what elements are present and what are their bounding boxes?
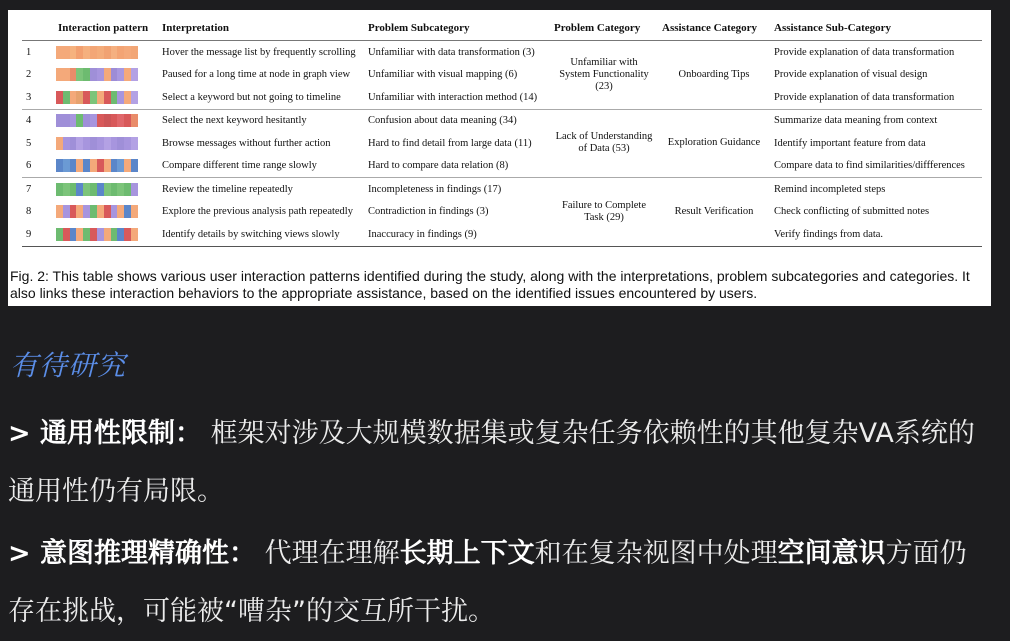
pattern-segment [63,137,70,150]
pattern-segment [124,68,131,81]
pattern-segment [70,68,77,81]
pattern-segment [104,68,111,81]
interpretation-cell: Identify details by switching views slowly [158,223,364,246]
table-row [22,109,982,132]
pattern-segment [111,137,118,150]
row-number: 3 [22,86,52,109]
pattern-color-strip [56,68,138,81]
pattern-segment [56,68,63,81]
bullet-text-part: 代理在理解 [264,538,400,569]
pattern-segment [90,159,97,172]
pattern-segment [104,159,111,172]
pattern-segment [104,205,111,218]
pattern-segment [70,114,77,127]
pattern-color-strip [56,159,138,172]
pattern-segment [76,68,83,81]
interaction-pattern-bar [52,109,158,132]
pattern-segment [104,183,111,196]
pattern-segment [97,91,104,104]
pattern-segment [117,114,124,127]
table-row [22,86,982,109]
bullet-text: 框架对涉及大规模数据集或复杂任务依赖性的其他复杂VA系统的通用性仍有局限。 [8,418,975,507]
pattern-segment [76,205,83,218]
pattern-segment [124,183,131,196]
pattern-segment [117,137,124,150]
interpretation-cell: Hover the message list by frequently scrolling [162,46,356,58]
pattern-color-strip [56,91,138,104]
interpretation-cell: Select the next keyword hesitantly [162,115,307,127]
pattern-segment [117,228,124,241]
pattern-segment [97,68,104,81]
problem-subcategory-cell: Confusion about data meaning (34) [368,115,517,127]
pattern-segment [117,205,124,218]
problem-subcategory-cell: Hard to find detail from large data (11) [368,137,532,149]
pattern-segment [117,159,124,172]
interpretation-cell: Browse messages without further action [162,137,331,149]
pattern-segment [124,159,131,172]
pattern-segment [83,137,90,150]
pattern-color-strip [56,114,138,127]
problem-subcategory-cell: Inaccuracy in findings (9) [364,223,550,246]
bullet-text-part: 方面仍存在挑战，可能被“嘈杂”的交互所干扰。 [8,538,967,627]
interaction-pattern-bar [52,64,158,87]
pattern-segment [63,228,70,241]
pattern-segment [76,137,83,150]
table-header-row [22,16,982,41]
problem-category-cell: Failure to Complete Task (29) [550,178,658,247]
pattern-segment [131,91,138,104]
pattern-segment [76,228,83,241]
pattern-segment [83,183,90,196]
pattern-segment [70,159,77,172]
assistance-category-cell: Result Verification [658,178,770,247]
pattern-segment [56,159,63,172]
pattern-segment [70,91,77,104]
pattern-segment [90,46,97,59]
interpretation-cell: Review the timeline repeatedly [162,183,293,195]
interaction-pattern-bar [52,178,158,201]
row-number: 1 [26,46,32,58]
header-assistance-subcategory: Assistance Sub-Category [770,16,982,41]
pattern-color-strip [56,205,138,218]
row-number: 7 [26,183,32,195]
pattern-segment [70,46,77,59]
bullet-emphasis: 空间意识 [777,538,886,569]
pattern-segment [124,137,131,150]
row-number: 5 [26,137,32,149]
bullet-text-part: 和在复杂视图中处理 [534,538,778,569]
problem-subcategory-cell: Unfamiliar with visual mapping (6) [368,69,518,81]
pattern-segment [76,183,83,196]
pattern-segment [111,68,118,81]
pattern-color-strip [56,137,138,150]
figure-caption: Fig. 2: This table shows various user interaction patterns identified during the study, along with the interpretations, problem subcategories and categories. It also links these interaction behaviors to the appropriate assistance, based on the identified issues encountered by users. [10,268,970,301]
pattern-segment [63,159,70,172]
pattern-segment [124,114,131,127]
pattern-segment [83,159,90,172]
pattern-segment [90,228,97,241]
bullet-emphasis: 长期上下文 [399,538,535,569]
pattern-segment [104,114,111,127]
pattern-segment [124,205,131,218]
table-row [22,132,982,155]
header-problem-subcategory: Problem Subcategory [364,16,550,41]
pattern-segment [131,183,138,196]
assistance-subcategory-cell: Verify findings from data. [770,223,982,246]
pattern-segment [76,159,83,172]
pattern-segment [97,46,104,59]
pattern-segment [56,228,63,241]
problem-subcategory-cell: Contradiction in findings (3) [368,206,489,218]
pattern-segment [97,183,104,196]
pattern-segment [97,205,104,218]
pattern-segment [104,228,111,241]
bullet-label: > 通用性限制： [8,418,203,449]
table-figure [8,10,991,306]
pattern-segment [56,91,63,104]
header-assistance-category: Assistance Category [658,16,770,41]
pattern-segment [90,137,97,150]
pattern-segment [70,183,77,196]
pattern-segment [97,137,104,150]
problem-category-cell: Unfamiliar with System Functionality (23) [550,41,658,110]
pattern-segment [70,137,77,150]
row-number: 6 [22,155,52,178]
assistance-subcategory-cell: Compare data to find similarities/diffferences [770,155,982,178]
pattern-segment [131,114,138,127]
header-interaction-pattern: Interaction pattern [22,16,158,41]
table-row [22,201,982,224]
pattern-segment [63,205,70,218]
pattern-segment [111,228,118,241]
pattern-segment [117,183,124,196]
pattern-color-strip [56,183,138,196]
table-row [22,155,982,178]
pattern-segment [90,68,97,81]
pattern-segment [97,228,104,241]
pattern-segment [117,46,124,59]
header-interpretation: Interpretation [158,16,364,41]
pattern-segment [90,91,97,104]
interaction-pattern-bar [52,86,158,109]
interaction-pattern-bar [52,41,158,64]
pattern-segment [90,183,97,196]
pattern-segment [111,91,118,104]
pattern-segment [131,137,138,150]
bullet-generality [8,405,993,521]
pattern-segment [83,46,90,59]
pattern-segment [104,46,111,59]
problem-subcategory-cell: Unfamiliar with interaction method (14) [364,86,550,109]
pattern-segment [76,91,83,104]
pattern-color-strip [56,228,138,241]
assistance-subcategory-cell: Provide explanation of data transformation [774,46,955,58]
pattern-segment [83,205,90,218]
pattern-segment [124,228,131,241]
bullet-label: > 意图推理精确性： [8,538,257,569]
interaction-pattern-bar [52,132,158,155]
pattern-segment [90,114,97,127]
pattern-color-strip [56,46,138,59]
pattern-segment [104,91,111,104]
interaction-pattern-bar [52,155,158,178]
pattern-segment [111,205,118,218]
pattern-segment [131,46,138,59]
pattern-segment [56,46,63,59]
assistance-subcategory-cell: Remind incompleted steps [774,183,886,195]
pattern-segment [63,68,70,81]
assistance-subcategory-cell: Check conflicting of submitted notes [774,206,930,218]
assistance-category-cell: Exploration Guidance [658,109,770,178]
interaction-pattern-table [22,16,982,247]
interpretation-cell: Explore the previous analysis path repeatedly [162,206,353,218]
assistance-subcategory-cell: Provide explanation of visual design [774,69,928,81]
problem-subcategory-cell: Incompleteness in findings (17) [368,183,502,195]
interaction-pattern-bar [52,201,158,224]
row-number: 8 [26,206,32,218]
assistance-subcategory-cell: Provide explanation of data transformation [770,86,982,109]
assistance-subcategory-cell: Summarize data meaning from context [774,115,938,127]
pattern-segment [111,183,118,196]
pattern-segment [97,114,104,127]
pattern-segment [56,183,63,196]
interaction-pattern-bar [52,223,158,246]
pattern-segment [131,159,138,172]
pattern-segment [83,68,90,81]
pattern-segment [117,68,124,81]
pattern-segment [70,228,77,241]
pattern-segment [63,114,70,127]
pattern-segment [83,91,90,104]
row-number: 9 [22,223,52,246]
interpretation-cell: Select a keyword but not going to timeline [158,86,364,109]
pattern-segment [124,46,131,59]
pattern-segment [104,137,111,150]
pattern-segment [76,114,83,127]
assistance-category-cell: Onboarding Tips [658,41,770,110]
pattern-segment [83,114,90,127]
interpretation-cell: Compare different time range slowly [158,155,364,178]
header-problem-category: Problem Category [550,16,658,41]
interpretation-cell: Paused for a long time at node in graph view [162,69,351,81]
pattern-segment [70,205,77,218]
pattern-segment [63,183,70,196]
pattern-segment [111,114,118,127]
pattern-segment [90,205,97,218]
pattern-segment [56,114,63,127]
pattern-segment [97,159,104,172]
table-row [22,64,982,87]
bullet-intent-precision [8,525,993,641]
row-number: 2 [26,69,32,81]
pattern-segment [76,46,83,59]
pattern-segment [131,228,138,241]
pattern-segment [131,68,138,81]
row-number: 4 [26,115,32,127]
problem-subcategory-cell: Hard to compare data relation (8) [364,155,550,178]
pattern-segment [63,46,70,59]
assistance-subcategory-cell: Identify important feature from data [774,137,926,149]
table-row [22,41,982,64]
pattern-segment [111,46,118,59]
pattern-segment [131,205,138,218]
pattern-segment [111,159,118,172]
pattern-segment [63,91,70,104]
pattern-segment [56,205,63,218]
table-row [22,178,982,201]
pattern-segment [56,137,63,150]
section-title: 有待研究 [10,349,127,382]
pattern-segment [117,91,124,104]
problem-subcategory-cell: Unfamiliar with data transformation (3) [368,46,535,58]
problem-category-cell: Lack of Understanding of Data (53) [550,109,658,178]
pattern-segment [83,228,90,241]
pattern-segment [124,91,131,104]
table-row [22,223,982,246]
